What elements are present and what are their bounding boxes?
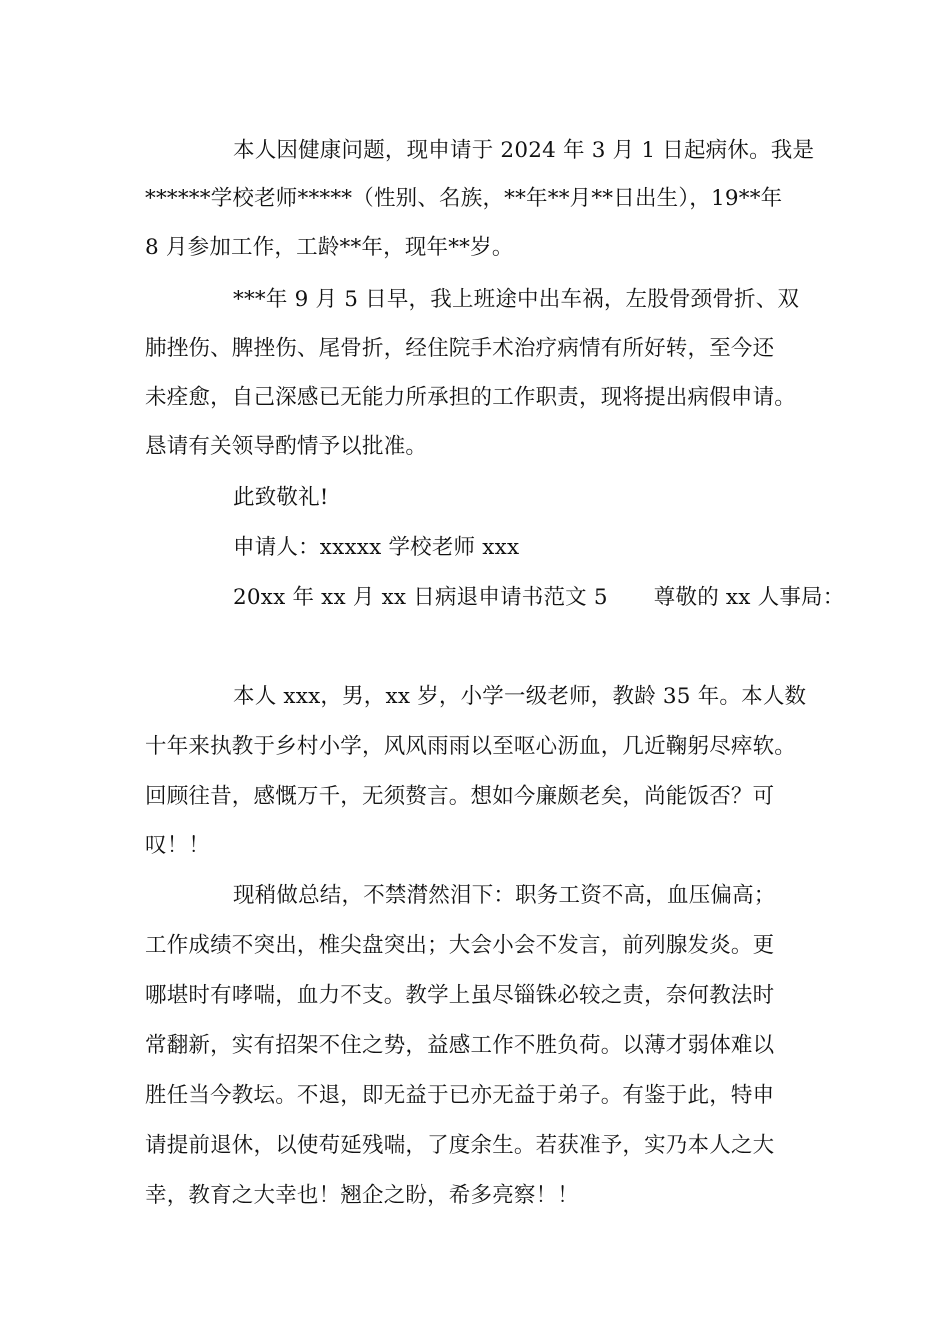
paragraph-1-line-1: 本人因健康问题，现申请于 2024 年 3 月 1 日起病休。我是 <box>233 138 815 163</box>
paragraph-3-line-4: 叹！！ <box>145 833 211 858</box>
salutation: 尊敬的 xx 人事局： <box>653 585 845 610</box>
date-title: 20xx 年 xx 月 xx 日病退申请书范文 5 <box>233 585 608 610</box>
paragraph-2-line-1: ***年 9 月 5 日早，我上班途中出车祸，左股骨颈骨折、双 <box>233 287 800 312</box>
paragraph-4-line-1: 现稍做总结，不禁潸然泪下：职务工资不高，血压偏高； <box>233 883 776 908</box>
paragraph-4-line-6: 请提前退休，以使苟延残喘，了度余生。若获准予，实乃本人之大 <box>145 1133 775 1158</box>
paragraph-3-line-2: 十年来执教于乡村小学，风风雨雨以至呕心沥血，几近鞠躬尽瘁软。 <box>145 734 797 759</box>
date-title-line <box>233 583 844 613</box>
closing-line: 此致敬礼! <box>233 485 329 510</box>
paragraph-2-line-3: 未痊愈，自己深感已无能力所承担的工作职责，现将提出病假申请。 <box>145 385 797 410</box>
applicant-line: 申请人：xxxxx 学校老师 xxx <box>233 535 520 560</box>
paragraph-2-line-4: 恳请有关领导酌情予以批准。 <box>145 434 428 459</box>
paragraph-1-line-2: ******学校老师*****（性别、名族，**年**月**日出生），19**年 <box>145 186 783 211</box>
paragraph-4-line-2: 工作成绩不突出，椎尖盘突出；大会小会不发言，前列腺发炎。更 <box>145 933 775 958</box>
paragraph-4-line-4: 常翻新，实有招架不住之势，益感工作不胜负荷。以薄才弱体难以 <box>145 1033 775 1058</box>
paragraph-3-line-3: 回顾往昔，感慨万千，无须赘言。想如今廉颇老矣，尚能饭否？可 <box>145 784 775 809</box>
paragraph-4-line-7: 幸，教育之大幸也！翘企之盼，希多亮察！！ <box>145 1183 580 1208</box>
paragraph-4-line-5: 胜任当今教坛。不退，即无益于已亦无益于弟子。有鉴于此，特申 <box>145 1083 775 1108</box>
paragraph-1-line-3: 8 月参加工作，工龄**年，现年**岁。 <box>145 235 514 260</box>
paragraph-2-line-2: 肺挫伤、脾挫伤、尾骨折，经住院手术治疗病情有所好转，至今还 <box>145 336 775 361</box>
paragraph-4-line-3: 哪堪时有哮喘，血力不支。教学上虽尽锱铢必较之责，奈何教法时 <box>145 983 775 1008</box>
paragraph-3-line-1: 本人 xxx，男，xx 岁，小学一级老师，教龄 35 年。本人数 <box>233 684 807 709</box>
